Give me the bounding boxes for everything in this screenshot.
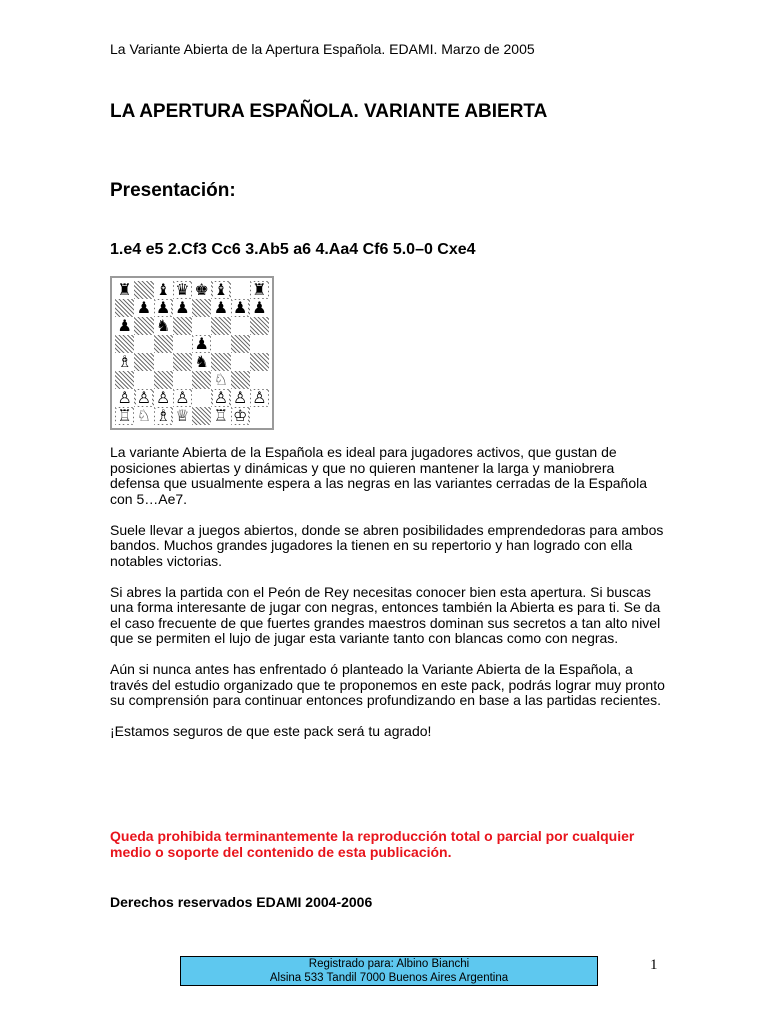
black-queen-icon: ♛ — [175, 281, 190, 299]
registration-name: Registrado para: Albino Bianchi — [308, 958, 470, 970]
square-e5 — [192, 335, 211, 353]
square-f2 — [211, 389, 230, 407]
square-h7 — [250, 299, 269, 317]
square-e8 — [192, 281, 211, 299]
running-header: La Variante Abierta de la Apertura Española. EDAMI. Marzo de 2005 — [110, 41, 535, 57]
square-b3 — [134, 371, 153, 389]
chess-board-grid — [115, 281, 269, 425]
square-a1 — [115, 407, 134, 425]
black-pawn-icon: ♟ — [232, 299, 248, 317]
white-bishop-icon: ♗ — [117, 353, 132, 371]
square-f3 — [211, 371, 230, 389]
paragraph: Si abres la partida con el Peón de Rey necesitas conocer bien esta apertura. Si buscas una forma interesante de jugar con negras, entonces también la Abierta es para ti. Se da el caso frecuente de que fuertes grandes maestros dominan sus secretos a tan alto nivel que se permiten el lujo de jugar esta variante tanto con blancas como con negras. — [110, 583, 661, 646]
white-pawn-icon: ♙ — [213, 389, 229, 407]
white-king-icon: ♔ — [232, 407, 248, 425]
square-c8 — [154, 281, 173, 299]
white-knight-icon: ♘ — [136, 407, 152, 425]
square-b6 — [134, 317, 153, 335]
square-a8 — [115, 281, 134, 299]
registration-address: Alsina 533 Tandil 7000 Buenos Aires Argentina — [269, 972, 509, 984]
square-e4 — [192, 353, 211, 371]
square-g6 — [231, 317, 250, 335]
square-f7 — [211, 299, 230, 317]
white-pawn-icon: ♙ — [136, 389, 152, 407]
square-e7 — [192, 299, 211, 317]
black-pawn-icon: ♟ — [117, 317, 132, 335]
square-a3 — [115, 371, 134, 389]
square-g4 — [231, 353, 250, 371]
square-g3 — [231, 371, 250, 389]
page-number: 1 — [650, 957, 658, 973]
white-pawn-icon: ♙ — [155, 389, 171, 407]
square-f1 — [211, 407, 230, 425]
square-h6 — [250, 317, 269, 335]
square-d7 — [173, 299, 192, 317]
black-rook-icon: ♜ — [252, 281, 267, 299]
square-h3 — [250, 371, 269, 389]
square-g8 — [231, 281, 250, 299]
black-pawn-icon: ♟ — [155, 299, 171, 317]
paragraph: Aún si nunca antes has enfrentado ó planteado la Variante Abierta de la Española, a través del estudio organizado que te proponemos en este pack, podrás lograr muy pronto su comprensión para continuar entonces profundizando en base a las partidas recientes. — [110, 661, 665, 708]
square-d3 — [173, 371, 192, 389]
square-h1 — [250, 407, 269, 425]
white-rook-icon: ♖ — [213, 407, 229, 425]
square-b1 — [134, 407, 153, 425]
square-c6 — [154, 317, 173, 335]
square-g5 — [231, 335, 250, 353]
black-pawn-icon: ♟ — [175, 299, 190, 317]
square-a6 — [115, 317, 134, 335]
square-h4 — [250, 353, 269, 371]
paragraph: Suele llevar a juegos abiertos, donde se abren posibilidades emprendedoras para ambos bandos. Muchos grandes jugadores la tienen en su repertorio y han logrado con ella notables victorias. — [110, 521, 664, 569]
square-f6 — [211, 317, 230, 335]
black-pawn-icon: ♟ — [136, 299, 152, 317]
square-f5 — [211, 335, 230, 353]
body-text — [110, 445, 665, 755]
square-e1 — [192, 407, 211, 425]
square-h2 — [250, 389, 269, 407]
square-g2 — [231, 389, 250, 407]
registration-box — [180, 956, 598, 986]
square-c7 — [154, 299, 173, 317]
square-d2 — [173, 389, 192, 407]
chess-diagram — [110, 276, 274, 430]
square-d4 — [173, 353, 192, 371]
square-d1 — [173, 407, 192, 425]
black-bishop-icon: ♝ — [155, 281, 171, 299]
square-e6 — [192, 317, 211, 335]
paragraph: ¡Estamos seguros de que este pack será tu agrado! — [110, 723, 432, 739]
square-d5 — [173, 335, 192, 353]
square-e3 — [192, 371, 211, 389]
square-h8 — [250, 281, 269, 299]
square-a5 — [115, 335, 134, 353]
square-c5 — [154, 335, 173, 353]
square-c3 — [154, 371, 173, 389]
black-king-icon: ♚ — [194, 281, 209, 299]
square-e2 — [192, 389, 211, 407]
square-h5 — [250, 335, 269, 353]
square-b7 — [134, 299, 153, 317]
square-b4 — [134, 353, 153, 371]
paragraph: La variante Abierta de la Española es ideal para jugadores activos, que gustan de posiciones abiertas y dinámicas y que no quieren mantener la larga y maniobrera defensa que usualmente espera a las negras en las variantes cerradas de la Española con 5…Ae7. — [110, 444, 648, 507]
white-pawn-icon: ♙ — [175, 389, 190, 407]
document-title: LA APERTURA ESPAÑOLA. VARIANTE ABIERTA — [110, 101, 548, 122]
white-pawn-icon: ♙ — [232, 389, 248, 407]
black-pawn-icon: ♟ — [213, 299, 229, 317]
square-c2 — [154, 389, 173, 407]
square-b5 — [134, 335, 153, 353]
section-heading: Presentación: — [110, 180, 236, 201]
copyright-warning: Queda prohibida terminantemente la reproducción total o parcial por cualquier medio o soporte del contenido de esta publicación. — [110, 828, 635, 860]
square-c4 — [154, 353, 173, 371]
square-g1 — [231, 407, 250, 425]
white-queen-icon: ♕ — [175, 407, 190, 425]
square-a2 — [115, 389, 134, 407]
white-bishop-icon: ♗ — [155, 407, 171, 425]
square-a4 — [115, 353, 134, 371]
square-f8 — [211, 281, 230, 299]
square-f4 — [211, 353, 230, 371]
rights-notice: Derechos reservados EDAMI 2004-2006 — [110, 894, 373, 910]
black-knight-icon: ♞ — [194, 353, 209, 371]
square-b8 — [134, 281, 153, 299]
square-g7 — [231, 299, 250, 317]
white-knight-icon: ♘ — [213, 371, 229, 389]
white-pawn-icon: ♙ — [252, 389, 267, 407]
square-d6 — [173, 317, 192, 335]
white-pawn-icon: ♙ — [117, 389, 132, 407]
black-knight-icon: ♞ — [155, 317, 171, 335]
black-pawn-icon: ♟ — [252, 299, 267, 317]
square-d8 — [173, 281, 192, 299]
black-bishop-icon: ♝ — [213, 281, 229, 299]
black-pawn-icon: ♟ — [194, 335, 209, 353]
square-b2 — [134, 389, 153, 407]
square-c1 — [154, 407, 173, 425]
white-rook-icon: ♖ — [117, 407, 132, 425]
black-rook-icon: ♜ — [117, 281, 132, 299]
opening-moves: 1.e4 e5 2.Cf3 Cc6 3.Ab5 a6 4.Aa4 Cf6 5.0–0 Cxe4 — [110, 241, 476, 258]
square-a7 — [115, 299, 134, 317]
